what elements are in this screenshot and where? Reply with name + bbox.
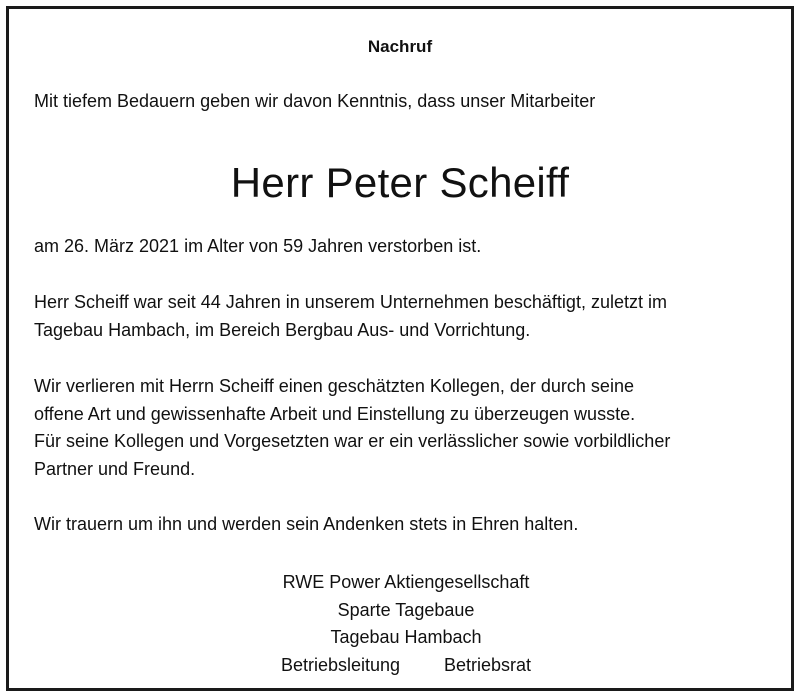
intro-line: Mit tiefem Bedauern geben wir davon Kenntnis, dass unser Mitarbeiter xyxy=(34,91,596,111)
intro-paragraph xyxy=(34,88,774,116)
mourning-line: Wir trauern um ihn und werden sein Andenken stets in Ehren halten. xyxy=(34,514,579,534)
career-line: Tagebau Hambach, im Bereich Bergbau Aus- und Vorrichtung. xyxy=(34,319,531,340)
deceased-name: Herr Peter Scheiff xyxy=(230,159,570,206)
death-line: am 26. März 2021 im Alter von 59 Jahren verstorben ist. xyxy=(34,236,482,256)
signature-block xyxy=(9,569,800,679)
signature-signatories xyxy=(9,652,800,680)
career-line: Herr Scheiff war seit 44 Jahren in unserem Unternehmen beschäftigt, zuletzt im xyxy=(34,292,667,312)
tribute-line: Partner und Freund. xyxy=(34,458,196,479)
obituary-notice xyxy=(6,6,794,691)
signature-company: RWE Power Aktiengesellschaft xyxy=(282,572,530,592)
career-paragraph xyxy=(34,289,774,344)
signature-management: Betriebsleitung xyxy=(280,654,401,675)
notice-heading: Nachruf xyxy=(367,37,433,56)
signature-works-council: Betriebsrat xyxy=(444,654,532,675)
tribute-line: offene Art und gewissenhafte Arbeit und Einstellung zu überzeugen wusste. xyxy=(34,403,636,424)
tribute-line: Wir verlieren mit Herrn Scheiff einen geschätzten Kollegen, der durch seine xyxy=(34,376,634,396)
tribute-line: Für seine Kollegen und Vorgesetzten war er ein verlässlicher sowie vorbildlicher xyxy=(34,431,671,451)
signature-site: Tagebau Hambach xyxy=(330,627,482,647)
death-paragraph xyxy=(34,233,774,261)
signature-division: Sparte Tagebaue xyxy=(337,599,475,620)
tribute-paragraph xyxy=(34,373,774,483)
mourning-paragraph xyxy=(34,511,774,539)
